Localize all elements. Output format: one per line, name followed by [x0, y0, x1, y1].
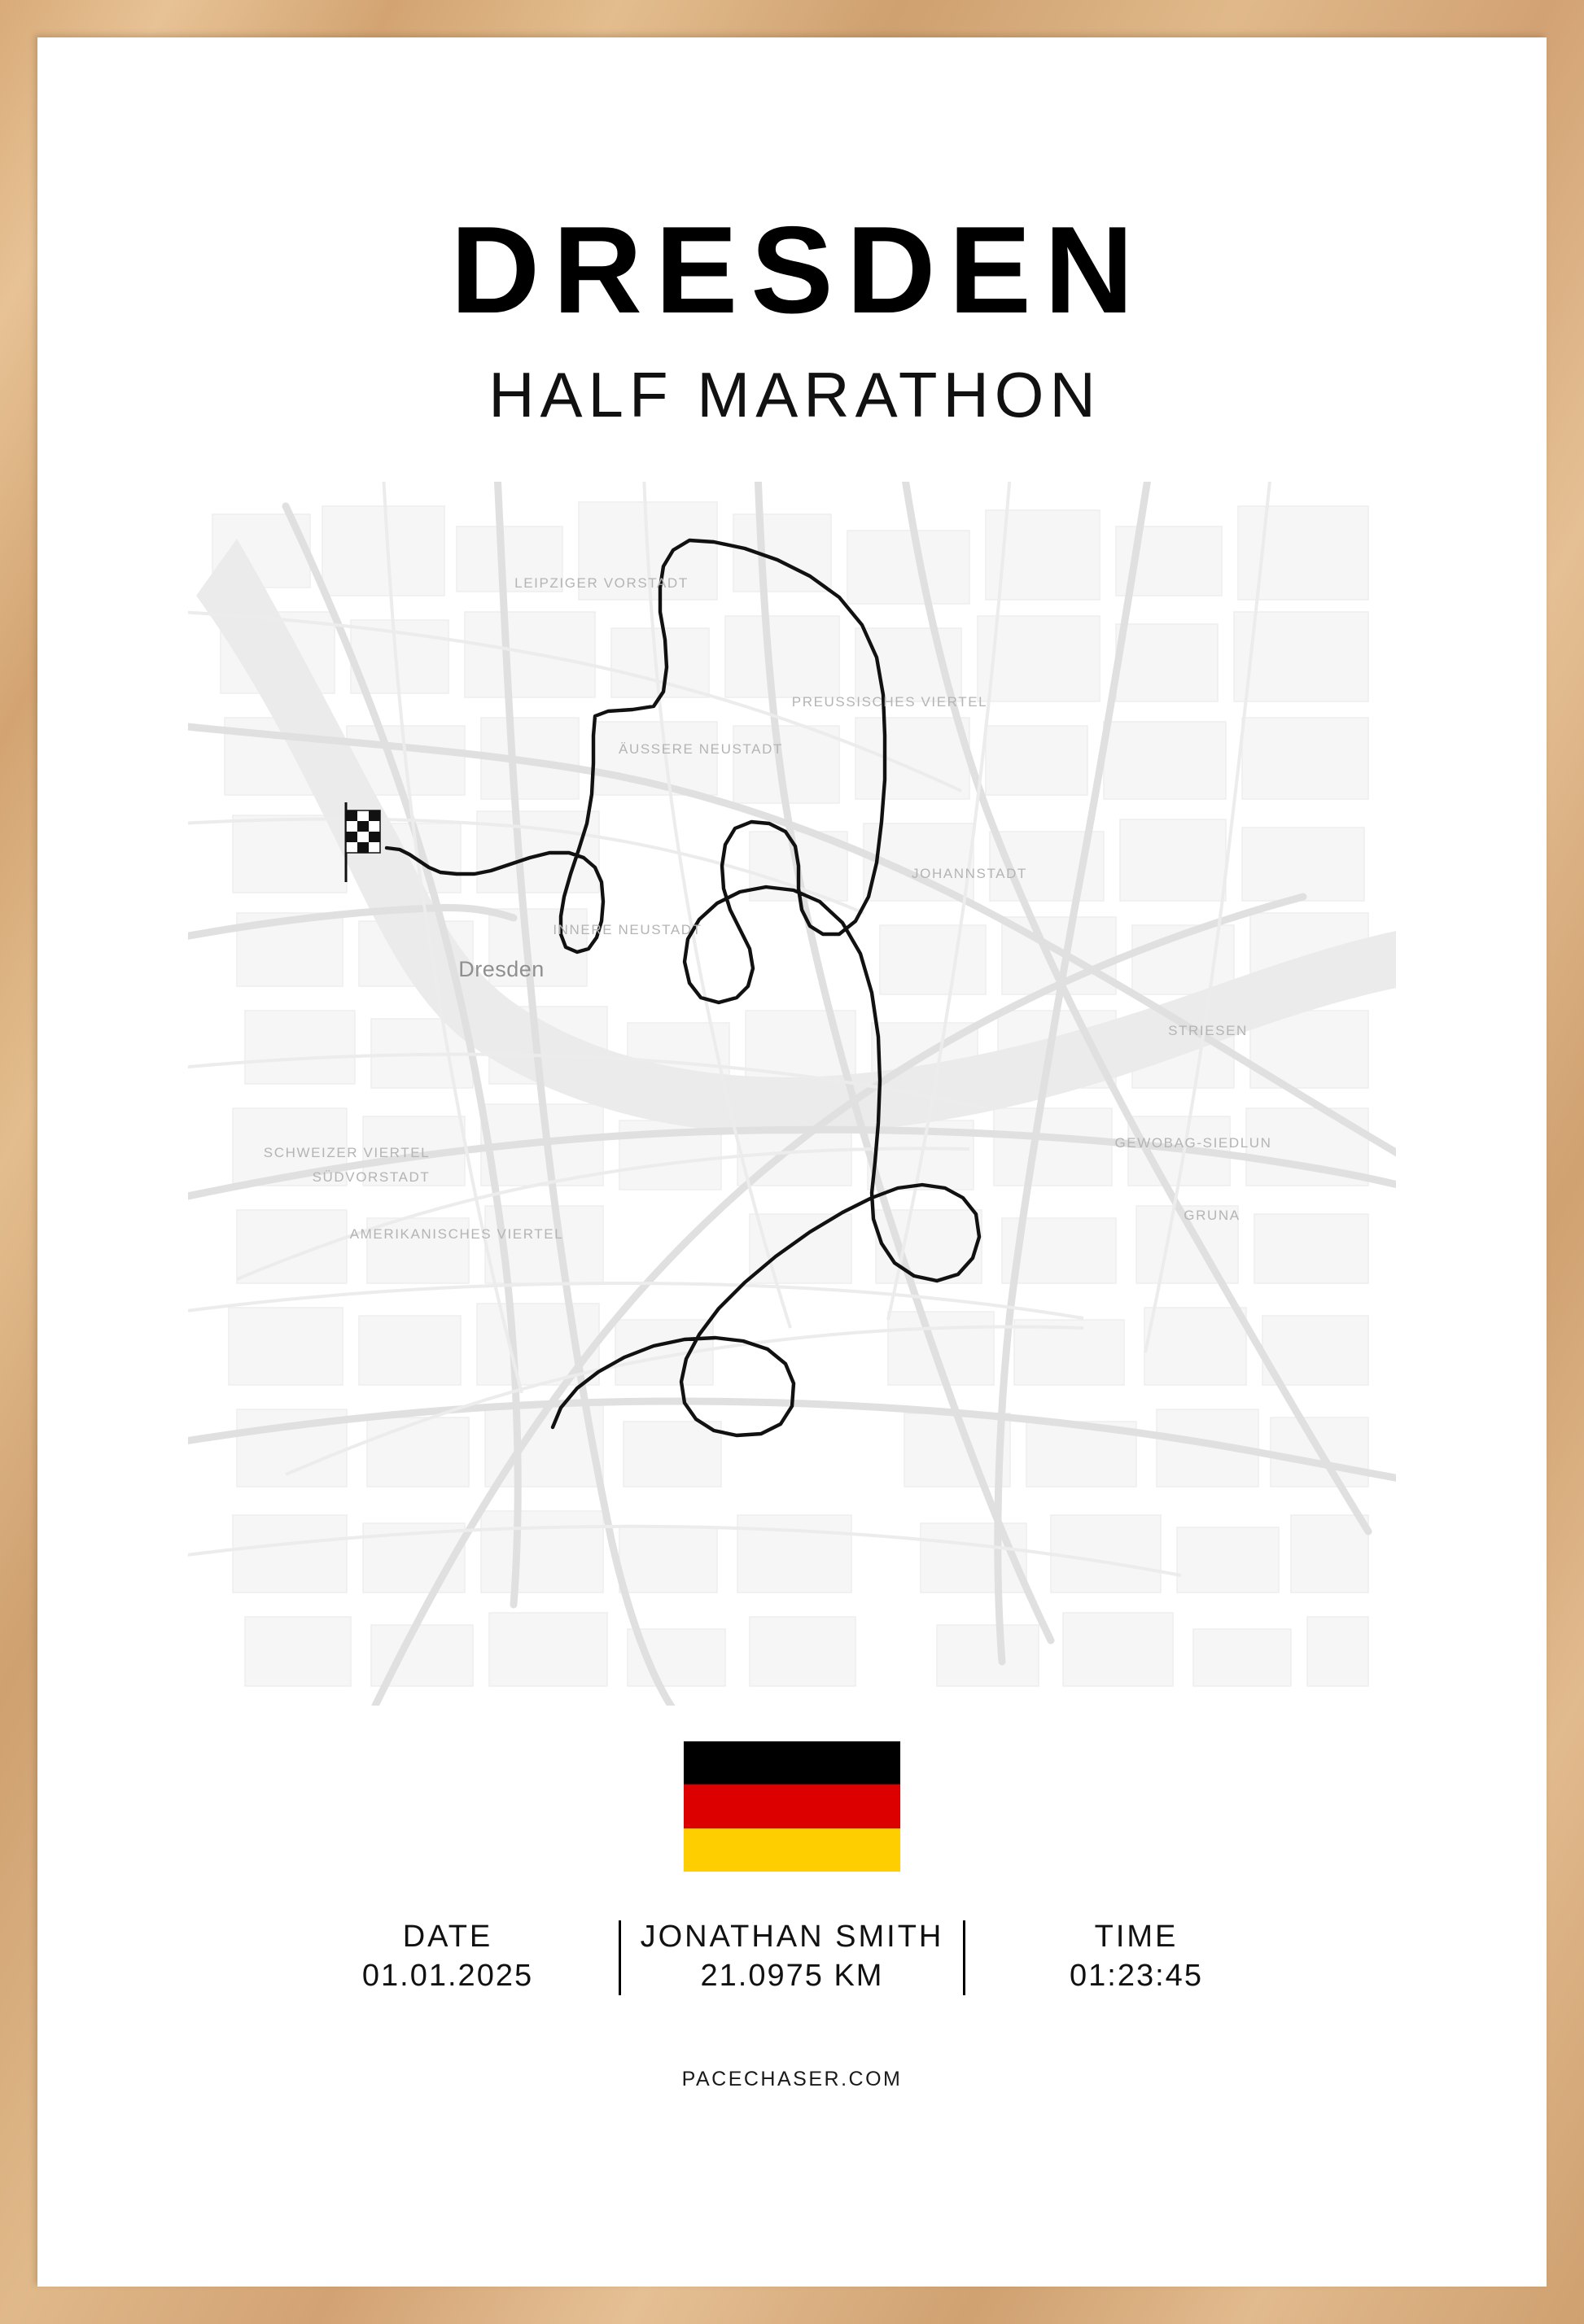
map-neighbourhood-label: STRIESEN	[1168, 1023, 1248, 1038]
date-value: 01.01.2025	[361, 1958, 534, 1993]
map-neighbourhood-label: JOHANNSTADT	[912, 866, 1027, 881]
map-neighbourhood-label: LEIPZIGER VORSTADT	[514, 575, 689, 591]
stat-runner	[621, 1919, 963, 1997]
flag-stripe-black	[684, 1741, 900, 1784]
date-label: DATE	[402, 1920, 493, 1954]
map-neighbourhood-label: PREUSSISCHES VIERTEL	[791, 694, 988, 710]
time-value: 01:23:45	[1070, 1958, 1203, 1993]
map-neighbourhood-label: ÄUSSERE NEUSTADT	[619, 741, 783, 757]
distance-value: 21.0975 KM	[700, 1958, 884, 1993]
route-map	[188, 482, 1396, 1706]
page-title: DRESDEN	[450, 201, 1147, 339]
map-neighbourhood-label: SCHWEIZER VIERTEL	[263, 1145, 431, 1160]
poster-canvas	[37, 37, 1547, 2287]
map-neighbourhood-label: INNERE NEUSTADT	[553, 922, 702, 937]
runner-name: JONATHAN SMITH	[640, 1920, 944, 1954]
map-city-label: Dresden	[458, 957, 545, 981]
map-neighbourhood-label: GRUNA	[1184, 1208, 1241, 1223]
stat-date	[277, 1919, 619, 1997]
stats-row	[37, 1919, 1547, 1997]
flag-stripe-red	[684, 1784, 900, 1828]
germany-flag	[684, 1741, 900, 1872]
stat-time	[965, 1919, 1307, 1997]
page-subtitle: HALF MARATHON	[488, 359, 1101, 430]
flag-stripe-gold	[684, 1828, 900, 1872]
map-neighbourhood-label: AMERIKANISCHES VIERTEL	[349, 1226, 564, 1242]
map-neighbourhood-label: SÜDVORSTADT	[312, 1169, 431, 1185]
time-label: TIME	[1094, 1920, 1179, 1954]
map-neighbourhood-label: GEWOBAG-SIEDLUN	[1114, 1135, 1272, 1151]
footer-credit: PACECHASER.COM	[681, 2068, 903, 2090]
